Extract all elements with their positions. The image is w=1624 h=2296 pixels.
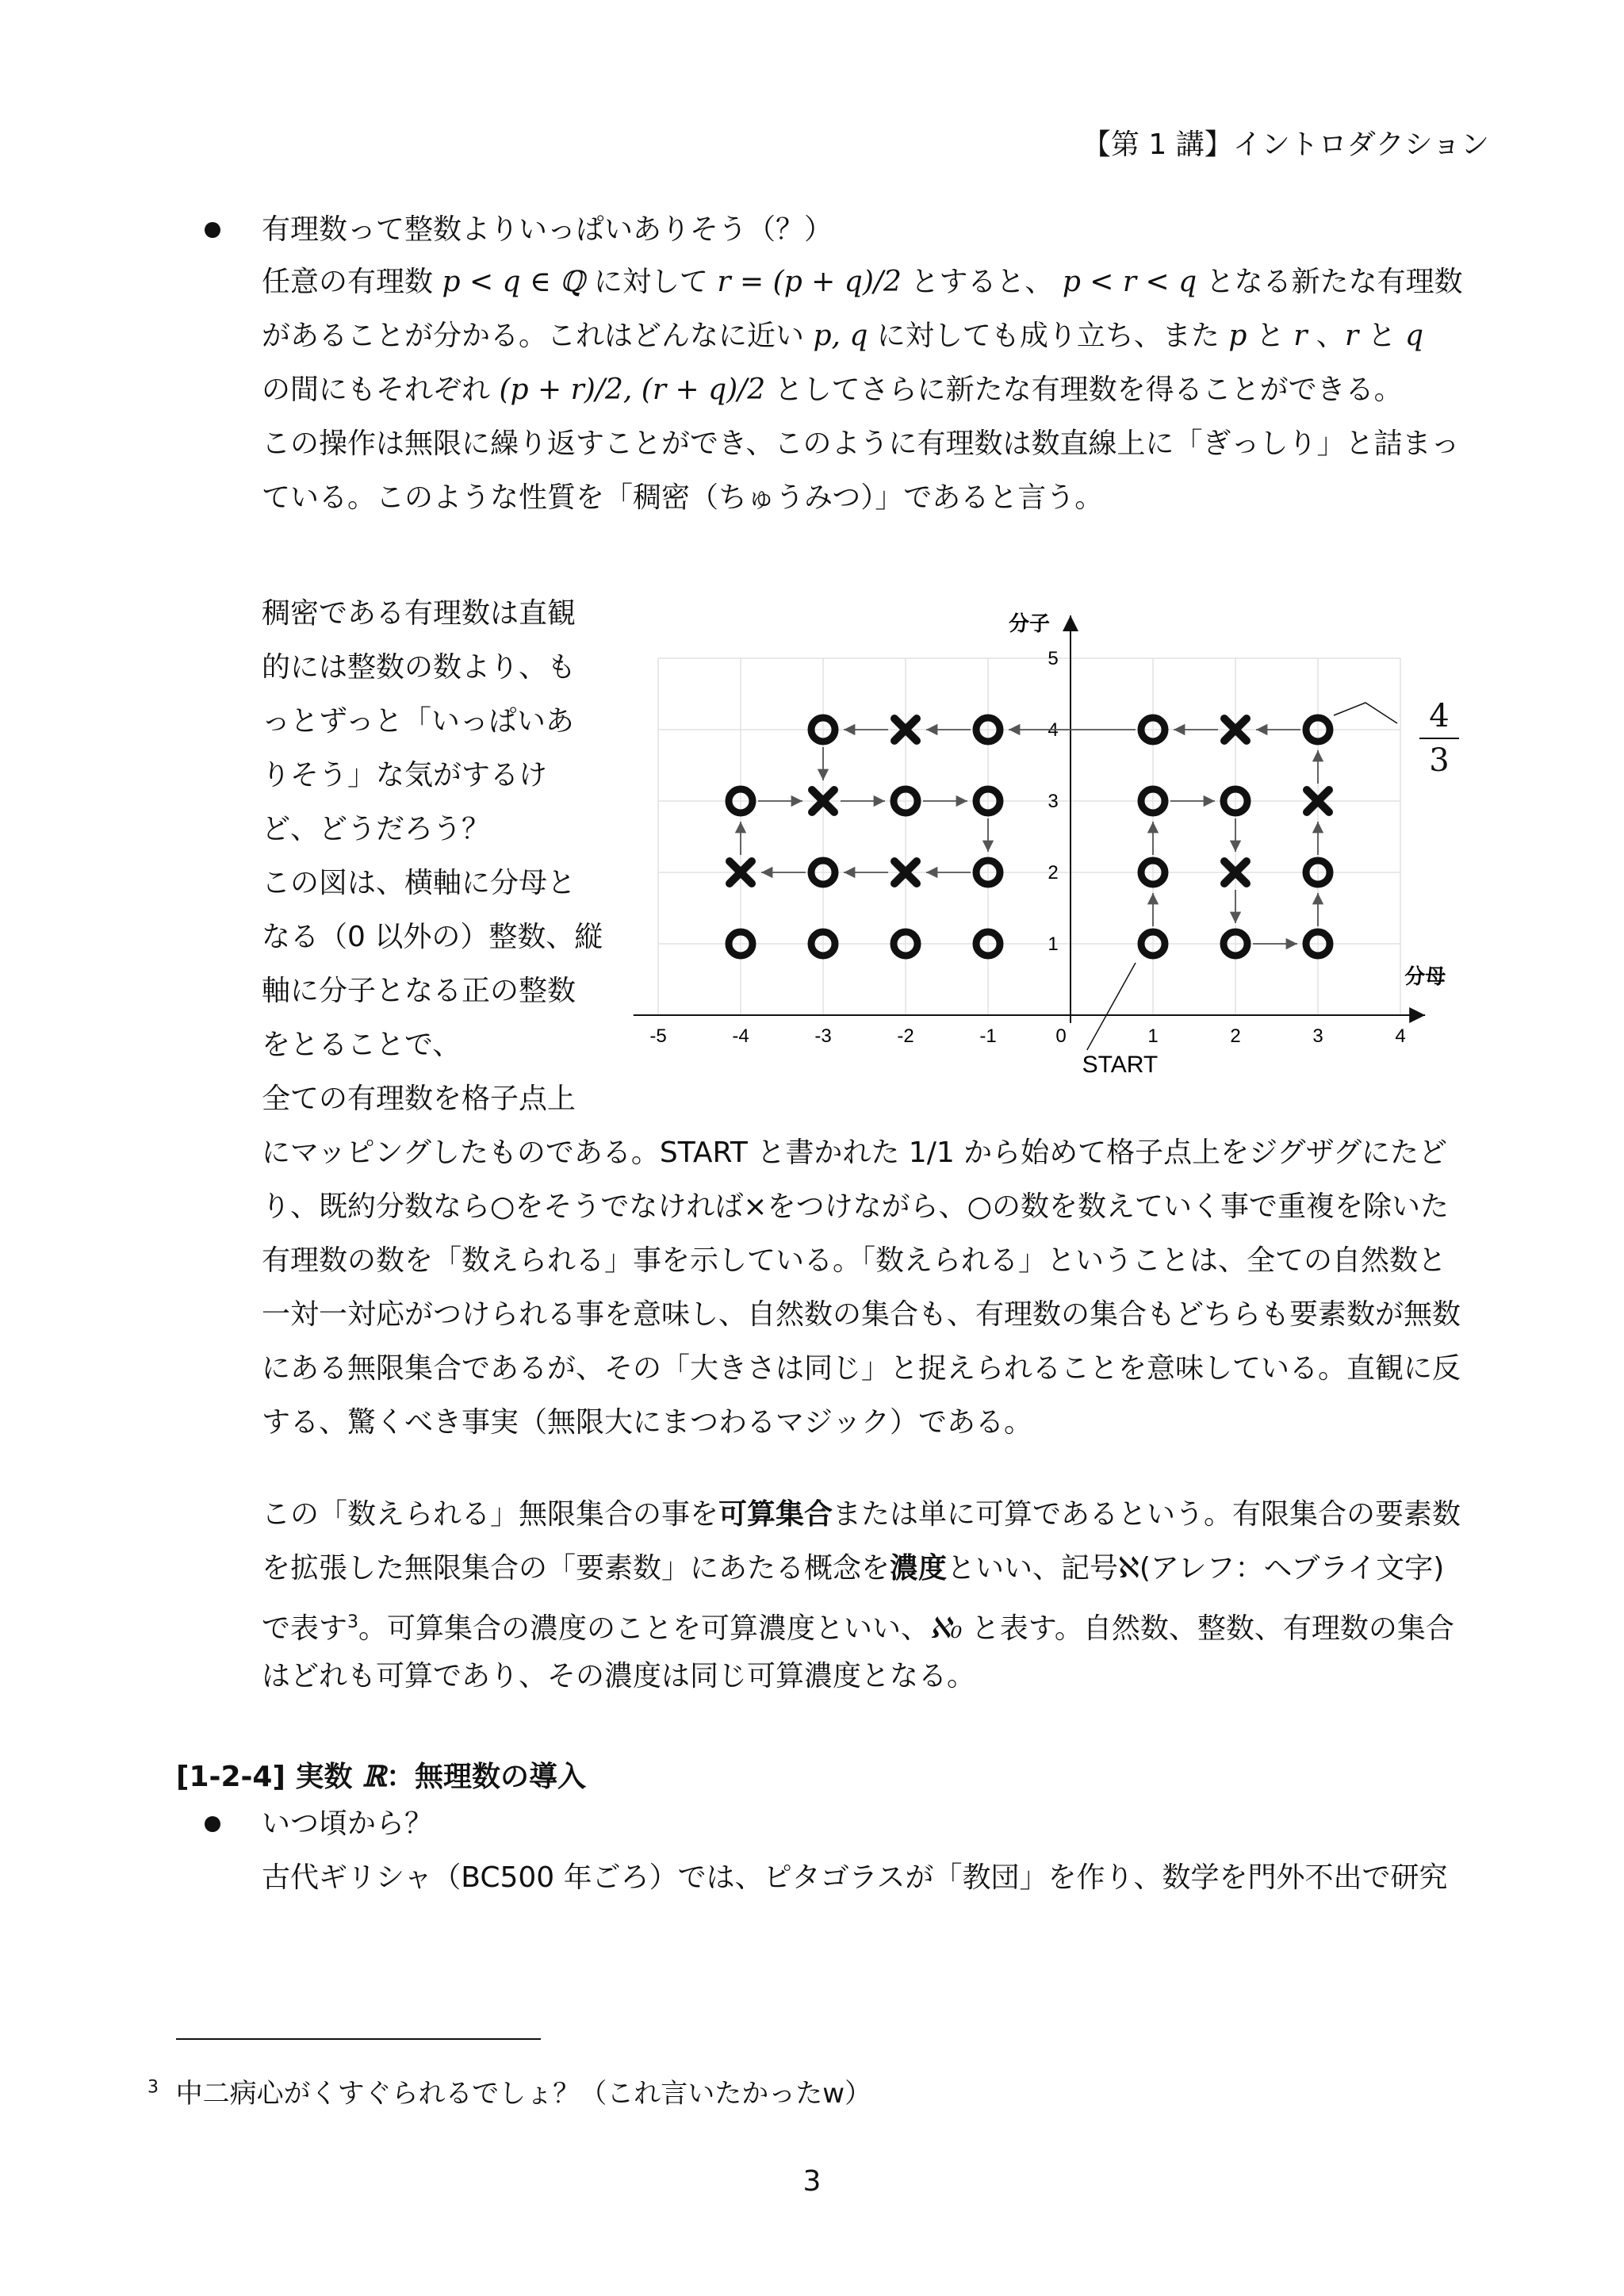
y-tick-label: 3 <box>1048 791 1059 812</box>
page-header: 【第 1 講】イントロダクション <box>1082 128 1489 161</box>
para1-line-3: の間にもそれぞれ (p + r)/2, (r + q)/2 としてさらに新たな有理数を得ることができる。 <box>262 374 1403 406</box>
para2-line-2: を拡張した無限集合の「要素数」にあたる概念を濃度といい、記号ℵ(アレフ：ヘブライ文字) <box>262 1552 1445 1585</box>
section-heading: [1-2-4] 実数 ℝ：無理数の導入 <box>176 1760 586 1793</box>
side-line-7: なる（0 以外の）整数、縦 <box>262 921 603 953</box>
x-tick-label: 4 <box>1395 1025 1406 1047</box>
side-line-5: ど、どうだろう？ <box>262 813 491 845</box>
y-tick-label: 4 <box>1048 719 1059 741</box>
y-tick-label: 2 <box>1048 862 1059 884</box>
start-pointer <box>1087 963 1136 1050</box>
fraction-pointer <box>1334 703 1397 723</box>
para2-line-4: はどれも可算であり、その濃度は同じ可算濃度となる。 <box>262 1660 976 1692</box>
body-line-5: にある無限集合であるが、その「大きさは同じ」と捉えられることを意味している。直観に反 <box>262 1352 1461 1385</box>
body-line-6: する、驚くべき事実（無限大にまつわるマジック）である。 <box>262 1406 1033 1439</box>
footnote-rule <box>176 2038 541 2040</box>
x-tick-label: -5 <box>649 1025 667 1047</box>
x-tick-label: -4 <box>732 1025 749 1047</box>
x-tick-label: 1 <box>1147 1025 1159 1047</box>
x-tick-label: -3 <box>814 1025 832 1047</box>
footnote: $^3$ 中二病心がくすぐられるでしょ？（これ言いたかったw） <box>147 2077 872 2110</box>
x-tick-label: -2 <box>897 1025 914 1047</box>
side-line-9: をとることで、 <box>262 1029 462 1061</box>
x-tick-label: 0 <box>1055 1025 1067 1047</box>
side-line-6: この図は、横軸に分母と <box>262 867 576 899</box>
bullet-text-2: いつ頃から？ <box>262 1807 434 1840</box>
bullet-dot <box>205 222 220 238</box>
para1-line-1: 任意の有理数 p < q ∈ ℚ に対して r = (p + q)/2 とすると、 p < r < q となる新たな有理数 <box>262 266 1463 298</box>
body-line-3: 有理数の数を「数えられる」事を示している。「数えられる」ということは、全ての自然数と <box>262 1244 1447 1277</box>
section2-line: 古代ギリシャ（BC500 年ごろ）では、ピタゴラスが「教団」を作り、数学を門外不出で研究 <box>262 1861 1448 1894</box>
body-line-1: にマッピングしたものである。START と書かれた 1/1 から始めて格子点上をジグザグにたど <box>262 1137 1448 1169</box>
para2-line-1: この「数えられる」無限集合の事を可算集合または単に可算であるという。有限集合の要素数 <box>262 1498 1461 1531</box>
bullet-text: 有理数って整数よりいっぱいありそう（？） <box>262 213 833 246</box>
body-line-2: り、既約分数なら○をそうでなければ×をつけながら、○の数を数えていく事で重複を除いた <box>262 1190 1449 1223</box>
side-line-10: 全ての有理数を格子点上 <box>262 1083 576 1115</box>
x-tick-label: 3 <box>1312 1025 1323 1047</box>
x-tick-label: -1 <box>979 1025 997 1047</box>
body-line-4: 一対一対応がつけられる事を意味し、自然数の集合も、有理数の集合もどちらも要素数が無数 <box>262 1298 1461 1331</box>
y-tick-label: 1 <box>1048 933 1059 955</box>
para1-line-4: この操作は無限に繰り返すことができ、このように有理数は数直線上に「ぎっしり」と詰まっ <box>262 427 1460 460</box>
side-line-4: りそう」な気がするけ <box>262 759 548 792</box>
para2-line-3: で表す$^3$。可算集合の濃度のことを可算濃度といい、ℵ₀ と表す。自然数、整数、有理数の集合 <box>262 1612 1454 1645</box>
y-tick-label: 5 <box>1048 648 1059 669</box>
side-line-3: っとずっと「いっぱいあ <box>262 705 574 738</box>
fraction-label: 4 3 <box>1419 698 1459 779</box>
side-line-1: 稠密である有理数は直観 <box>262 597 576 630</box>
side-line-2: 的には整数の数より、も <box>262 651 576 684</box>
y-axis-label: 分子 <box>1008 612 1051 636</box>
para1-line-2: があることが分かる。これはどんなに近い p, q に対しても成り立ち、また p と r 、r と q <box>262 320 1424 352</box>
bullet-dot-2 <box>205 1816 220 1832</box>
x-tick-label: 2 <box>1230 1025 1241 1047</box>
side-line-8: 軸に分子となる正の整数 <box>262 975 576 1007</box>
page-number: 3 <box>802 2165 822 2198</box>
start-label: START <box>1082 1052 1159 1078</box>
rational-grid-chart <box>619 603 1499 1094</box>
para1-line-5: ている。このような性質を「稠密（ちゅうみつ）」であると言う。 <box>262 481 1104 514</box>
x-axis-label: 分母 <box>1404 965 1446 989</box>
